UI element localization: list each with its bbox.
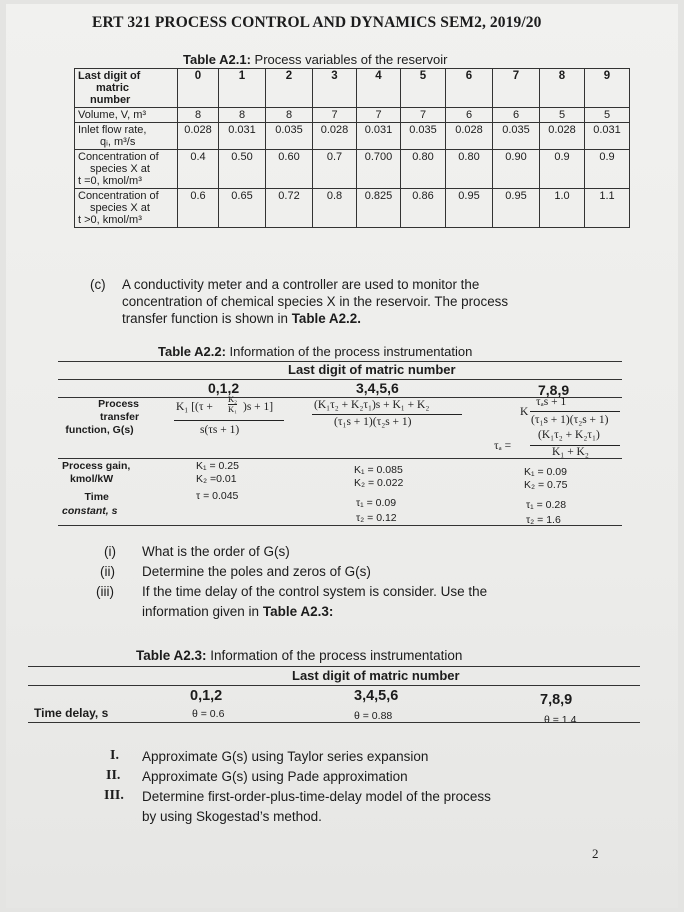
tf-col1-denominator: s(τs + 1) <box>200 424 240 436</box>
table-cell: 6 <box>493 108 540 123</box>
question-number: (iii) <box>96 584 114 599</box>
table-cell: 0.035 <box>493 123 540 150</box>
table-row <box>75 108 630 123</box>
digit-header: 2 <box>266 69 313 108</box>
gain-col3: K₁ = 0.09 K₂ = 0.75 <box>524 466 568 491</box>
column-header: 0,1,2 <box>190 688 223 704</box>
table-rule <box>28 722 640 723</box>
table-row <box>75 189 630 228</box>
gain-col1: K₁ = 0.25 K₂ =0.01 <box>196 460 239 485</box>
table-rule <box>58 525 622 526</box>
tf-col3-bar <box>530 411 620 412</box>
table-cell: 8 <box>219 108 266 123</box>
row-label-gain: Process gain, kmol/kW <box>62 460 131 485</box>
table-cell: 0.9 <box>540 150 585 189</box>
table-cell: 6 <box>446 108 493 123</box>
time-col3: τ₁ = 0.28 τ₂ = 1.6 <box>526 499 567 526</box>
table-rule <box>28 666 640 667</box>
column-header: 7,8,9 <box>538 382 570 398</box>
question-text: Determine the poles and zeros of G(s) <box>142 564 371 579</box>
table-cell: 0.031 <box>357 123 401 150</box>
table-a22-caption: Table A2.2: Information of the process instrumentation <box>158 344 473 359</box>
question-text: information given in Table A2.3: <box>142 604 334 619</box>
part-c-line: transfer function is shown in Table A2.2. <box>122 311 361 326</box>
column-header: 3,4,5,6 <box>356 380 399 396</box>
digit-header: 8 <box>540 69 585 108</box>
table-cell: 0.7 <box>313 150 357 189</box>
part-c-label: (c) <box>90 277 106 292</box>
tf-col1-numerator-end: )s + 1] <box>243 401 274 413</box>
part-c-line: concentration of chemical species X in the reservoir. The process <box>122 294 509 309</box>
table-cell: 0.035 <box>401 123 446 150</box>
task-text: Determine first-order-plus-time-delay model of the process <box>142 789 491 804</box>
digit-header: 1 <box>219 69 266 108</box>
time-delay-col2: θ = 0.88 <box>354 710 393 722</box>
group-header: Last digit of matric number <box>292 668 460 683</box>
table-cell: 0.72 <box>266 189 313 228</box>
table-cell: 8 <box>178 108 219 123</box>
table-cell: 0.028 <box>446 123 493 150</box>
time-delay-col3: θ = 1.4 <box>544 714 577 726</box>
group-header: Last digit of matric number <box>288 362 456 377</box>
tf-col1-bar <box>174 420 284 421</box>
row-label: Concentration of species X at t >0, kmol/m³ <box>75 189 178 228</box>
table-cell: 5 <box>540 108 585 123</box>
table-row <box>75 150 630 189</box>
table-cell: 0.60 <box>266 150 313 189</box>
table-row <box>75 123 630 150</box>
corner-label: Last digit of matric number <box>75 69 178 108</box>
table-cell: 0.9 <box>585 150 630 189</box>
digit-header: 4 <box>357 69 401 108</box>
table-a23-caption: Table A2.3: Information of the process instrumentation <box>136 648 463 663</box>
table-cell: 7 <box>357 108 401 123</box>
table-cell: 0.028 <box>178 123 219 150</box>
row-label: Volume, V, m³ <box>75 108 178 123</box>
digit-header: 5 <box>401 69 446 108</box>
table-cell: 0.825 <box>357 189 401 228</box>
table-cell: 1.1 <box>585 189 630 228</box>
tf-col3-tau-numerator: (K₁τ₂ + K₂τ₁) <box>538 429 600 441</box>
table-cell: 0.65 <box>219 189 266 228</box>
tf-col2-numerator: (K₁τ₂ + K₂τ₁)s + K₁ + K₂ <box>314 399 430 411</box>
row-label-time: Time constant, s <box>62 491 118 517</box>
table-cell: 0.86 <box>401 189 446 228</box>
time-delay-col1: θ = 0.6 <box>192 708 225 720</box>
digit-header: 0 <box>178 69 219 108</box>
row-label-transfer: Process transfer function, G(s) <box>65 398 140 436</box>
time-col1: τ = 0.045 <box>196 490 239 502</box>
table-rule <box>58 458 622 459</box>
table-cell: 0.028 <box>540 123 585 150</box>
table-cell: 0.6 <box>178 189 219 228</box>
gain-col2: K₁ = 0.085 K₂ = 0.022 <box>354 464 404 489</box>
tf-col3-gain: K <box>520 406 529 418</box>
table-cell: 0.700 <box>357 150 401 189</box>
tf-col2-bar <box>312 414 462 415</box>
digit-header: 9 <box>585 69 630 108</box>
tf-col3-tau-label: τₐ = <box>494 440 512 452</box>
column-header: 7,8,9 <box>540 692 573 708</box>
table-cell: 8 <box>266 108 313 123</box>
tf-col3-denominator: (τ₁s + 1)(τ₂s + 1) <box>531 414 609 426</box>
row-label-time-delay: Time delay, s <box>34 706 109 720</box>
table-a21-caption: Table A2.1: Process variables of the reservoir <box>183 52 448 67</box>
table-cell: 0.95 <box>446 189 493 228</box>
table-cell: 0.031 <box>585 123 630 150</box>
digit-header: 3 <box>313 69 357 108</box>
row-label: Inlet flow rate, qᵢ, m³/s <box>75 123 178 150</box>
task-number: III. <box>104 788 124 803</box>
tf-col1-numerator: K₁ [(τ + <box>176 401 213 413</box>
table-a21 <box>74 68 630 228</box>
tf-col1-inner-fraction: K₂ K₁ <box>228 394 238 414</box>
digit-header: 7 <box>493 69 540 108</box>
part-c-line: A conductivity meter and a controller are used to monitor the <box>122 277 480 292</box>
table-cell: 0.80 <box>446 150 493 189</box>
digit-header: 6 <box>446 69 493 108</box>
page-number: 2 <box>592 846 599 861</box>
table-cell: 0.035 <box>266 123 313 150</box>
question-number: (ii) <box>100 564 115 579</box>
tf-col3-numerator: τₐs + 1 <box>536 396 567 408</box>
time-col2: τ₁ = 0.09 τ₂ = 0.12 <box>356 497 397 524</box>
table-cell: 0.95 <box>493 189 540 228</box>
column-header: 0,1,2 <box>208 380 240 396</box>
table-cell: 0.4 <box>178 150 219 189</box>
column-header: 3,4,5,6 <box>354 688 399 704</box>
task-text: Approximate G(s) using Pade approximation <box>142 769 408 784</box>
task-text: Approximate G(s) using Taylor series expansion <box>142 749 429 764</box>
task-text: by using Skogestad’s method. <box>142 809 322 824</box>
row-label: Concentration of species X at t =0, kmol/m³ <box>75 150 178 189</box>
question-text: What is the order of G(s) <box>142 544 290 559</box>
table-cell: 0.90 <box>493 150 540 189</box>
page-header: ERT 321 PROCESS CONTROL AND DYNAMICS SEM2, 2019/20 <box>92 14 542 31</box>
table-cell: 0.8 <box>313 189 357 228</box>
tf-col3-tau-denominator: K₁ + K₂ <box>552 446 589 458</box>
table-cell: 7 <box>313 108 357 123</box>
table-cell: 0.031 <box>219 123 266 150</box>
table-rule <box>28 685 640 686</box>
table-header-row <box>75 69 630 108</box>
table-cell: 0.80 <box>401 150 446 189</box>
table-cell: 0.50 <box>219 150 266 189</box>
table-cell: 0.028 <box>313 123 357 150</box>
table-cell: 7 <box>401 108 446 123</box>
task-number: II. <box>106 768 121 783</box>
question-text: If the time delay of the control system is consider. Use the <box>142 584 488 599</box>
table-cell: 1.0 <box>540 189 585 228</box>
table-cell: 5 <box>585 108 630 123</box>
tf-col2-denominator: (τ₁s + 1)(τ₂s + 1) <box>334 416 412 428</box>
question-number: (i) <box>104 544 116 559</box>
table-rule <box>58 379 622 380</box>
task-number: I. <box>110 748 119 763</box>
